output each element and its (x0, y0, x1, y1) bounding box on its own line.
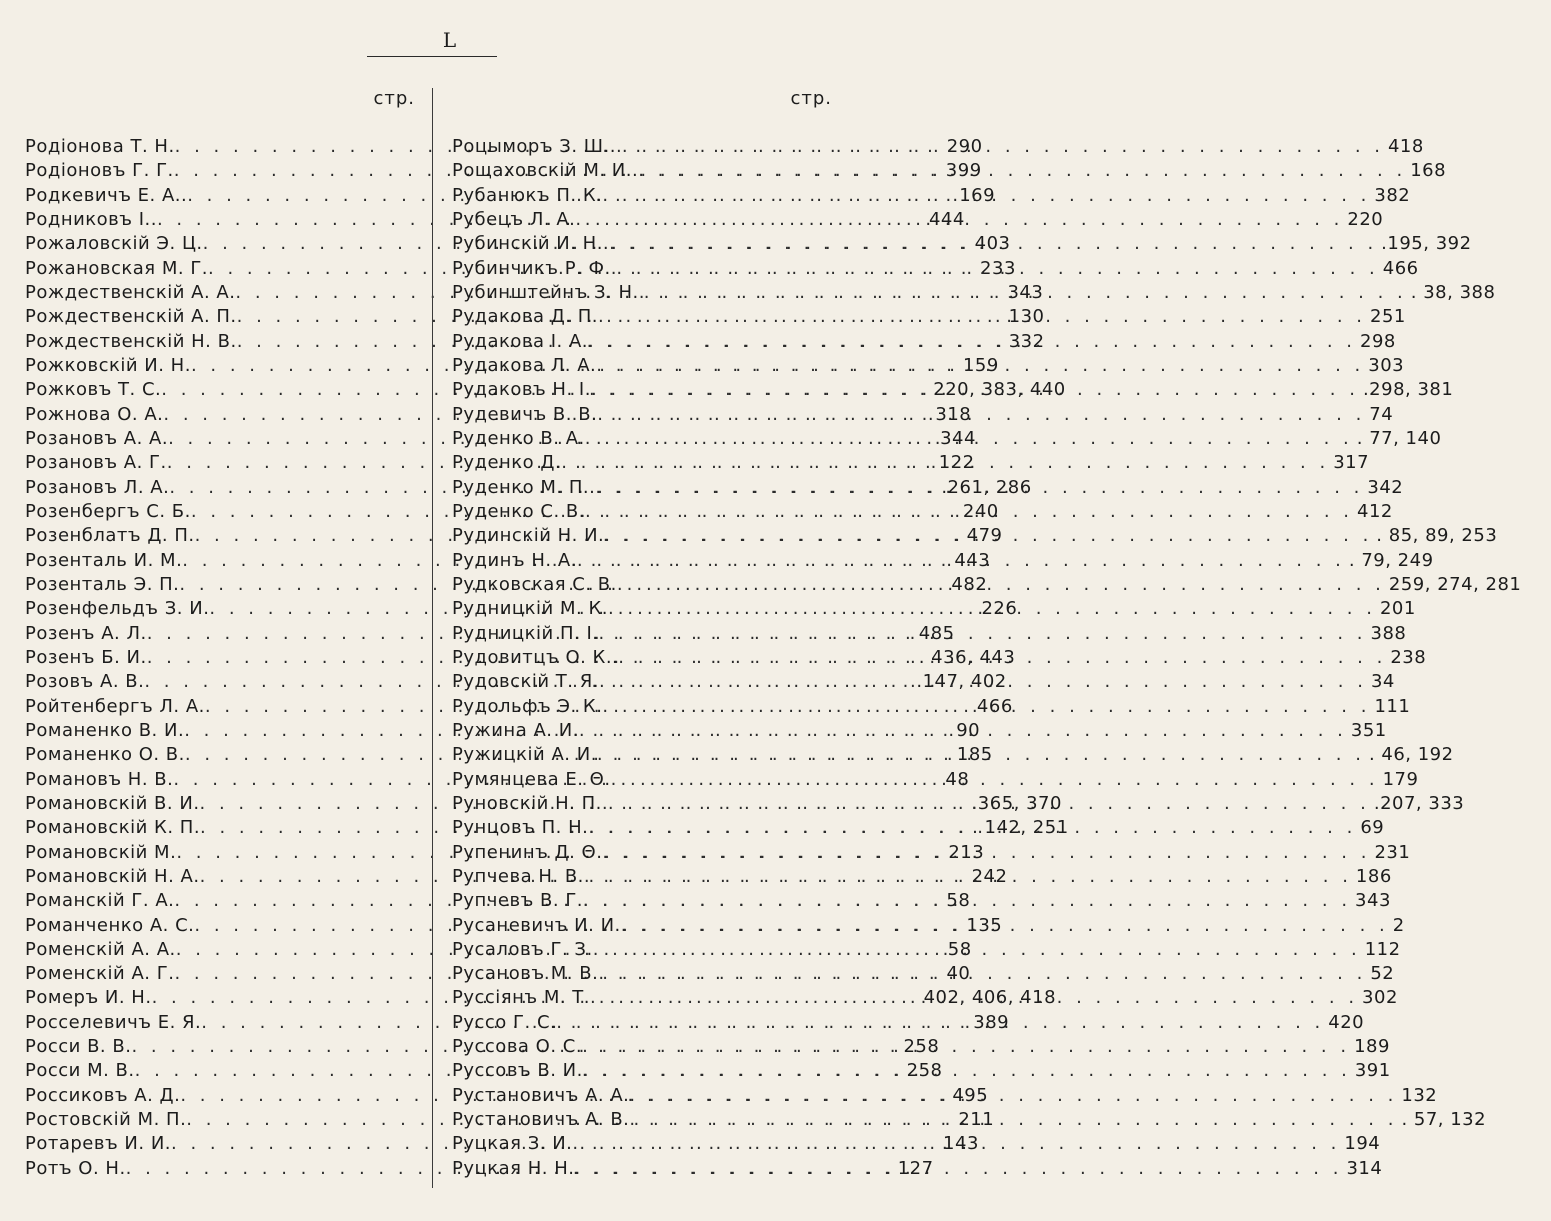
dot-leader (585, 427, 1353, 451)
entry-name: Ротъ О. Н. (25, 1157, 126, 1179)
entry-pages: . 79, 249 (1348, 549, 1434, 571)
entry-pages: 242 (971, 865, 1008, 887)
dot-leader (561, 451, 1329, 475)
entry-pages: 403 (974, 233, 1011, 255)
entry-name: Рудольфъ Э. К. (452, 695, 603, 717)
entry-pages: 189 (1354, 1036, 1390, 1058)
entry-pages: . 142, 251 (972, 817, 1069, 839)
dot-leader (602, 695, 1370, 719)
dot-leader (574, 1157, 1342, 1181)
dot-leader (585, 500, 1353, 524)
entry-pages: 52 (1370, 963, 1395, 985)
entry-name: Ружина А. И. (452, 719, 579, 741)
dot-leader (597, 743, 1365, 767)
entry-name: Рожановская М. Г. (25, 257, 209, 279)
entry-pages: 48 (945, 768, 970, 790)
entry-name: Розенблатъ Д. П. (25, 525, 195, 547)
entry-pages: 127 (897, 1157, 934, 1179)
entry-name: Розенталь И. М. (25, 549, 183, 571)
entry-name: Роцыморъ З. Ш.. (452, 136, 616, 157)
entry-pages: 343 (1007, 281, 1044, 303)
entry-pages: . 46, 192 (1368, 744, 1454, 766)
entry-pages: 444 (928, 208, 965, 230)
entry-name: Руденко М. П.. (452, 476, 596, 498)
dot-leader (575, 208, 1343, 232)
dot-leader (629, 1084, 1397, 1108)
dot-leader (583, 1059, 1351, 1083)
entry-pages: .195, 392 (1381, 233, 1472, 255)
entry-name: Рунцовъ П. Н. (452, 817, 589, 839)
dot-leader (618, 646, 1386, 670)
entry-pages: 479 (966, 525, 1003, 547)
dot-leader (611, 257, 1379, 281)
entry-name: Розенъ Б. И. (25, 646, 147, 668)
entry-pages: . 77, 140 (1356, 427, 1442, 449)
entry-pages: 111 (1374, 695, 1411, 717)
entry-name: Ротаревъ И. И. (25, 1133, 172, 1155)
dot-leader (591, 378, 1359, 402)
entry-name: Рожнова О. А. (25, 403, 164, 425)
entry-name: Романовскій Н. А. (25, 865, 200, 887)
entry-pages: 211 (958, 1109, 995, 1131)
entry-pages: 418 (1387, 136, 1424, 157)
dot-leader (598, 622, 1366, 646)
entry-name: Роменскій А. Г. (25, 963, 175, 985)
entry-pages: .261, 286 (941, 476, 1032, 498)
entry-pages: 290 (946, 136, 983, 157)
entry-name: Руссіянъ М. Т. (452, 987, 591, 1009)
entry-pages: 344 (940, 427, 976, 449)
entry-pages: .298, 381 (1362, 379, 1454, 401)
entry-name: Руцкая Н. Н. (452, 1157, 575, 1179)
entry-pages: 388 (1370, 622, 1407, 644)
entry-name: Росси М. В. (25, 1060, 135, 1082)
entry-name: Рубанюкъ П. К. (452, 184, 603, 206)
entry-name: Розановъ А. Г. (25, 452, 167, 474)
entry-pages: 201 (1379, 598, 1416, 620)
entry-name: Родкевичъ Е. А.. (25, 184, 188, 206)
column-header: стр. (373, 88, 415, 109)
entry-name: Родниковъ І.. (25, 208, 157, 230)
entry-pages: 259, 274, 281 (1388, 573, 1522, 595)
entry-name: Романенко О. В. (25, 744, 185, 766)
entry-pages: 238 (1390, 646, 1427, 668)
entry-pages: 389 (973, 1011, 1010, 1033)
entry-name: Рождественскій А. П. (25, 306, 237, 328)
entry-name: Рудовскій Т. Я. (452, 671, 599, 693)
entry-name: Розовъ А. В. (25, 671, 145, 693)
entry-name: Рубинскій И. Н.. (452, 233, 610, 255)
entry-name: Руденко Д. (452, 452, 562, 474)
entry-name: Руцкая З. И. (452, 1133, 573, 1155)
dot-leader (596, 354, 1364, 378)
entry-name: Ростовскій М. П. (25, 1109, 187, 1131)
entry-name: Рустановичъ А. А. (452, 1084, 630, 1106)
entry-pages: 485 (918, 622, 955, 644)
entry-pages: . 38, 388 (1410, 281, 1496, 303)
entry-pages: 351 (1350, 719, 1387, 741)
entry-pages: 466 (1382, 257, 1419, 279)
entry-name: Русановъ М. В. (452, 963, 599, 985)
entry-name: Руссо Г. С. (452, 1011, 557, 1033)
entry-name: Рупчева Н. В. (452, 865, 584, 887)
column-divider (432, 88, 433, 1188)
entry-pages: 314 (1346, 1157, 1383, 1179)
dot-leader (602, 792, 1370, 816)
entry-name: Росси В. В. (25, 1036, 132, 1058)
entry-pages: 303 (1368, 354, 1405, 376)
dot-leader (609, 232, 1377, 256)
header-rule (367, 56, 497, 57)
entry-pages: 58 (947, 938, 972, 960)
entry-pages: 130 (1008, 306, 1045, 328)
entry-pages: .365, 370 (971, 792, 1062, 814)
entry-pages: 342 (1367, 476, 1404, 498)
entry-name: Романенко В. И. (25, 719, 185, 741)
entry-pages: 382 (1374, 184, 1411, 206)
entry-pages: 258 (906, 1060, 943, 1082)
entry-name: Рупенинъ Д. Θ. (452, 841, 603, 863)
dot-leader (611, 768, 1379, 792)
entry-name: Розенталь Э. П. (25, 573, 180, 595)
dot-leader (616, 135, 1384, 159)
entry-pages: 412 (1357, 500, 1393, 522)
entry-name: Руденко С. В. (452, 500, 585, 522)
entry-pages: 122 (938, 452, 975, 474)
entry-name: Романовскій К. П. (25, 817, 201, 839)
entry-name: Росселевичъ Е. Я. (25, 1011, 202, 1033)
entry-name: Ройтенбергъ Л. А. (25, 695, 205, 717)
entry-pages: 298 (1360, 330, 1396, 352)
dot-leader (608, 597, 1376, 621)
entry-pages: 258 (903, 1036, 940, 1058)
entry-pages: 90 (956, 719, 981, 741)
entry-pages: 143 (943, 1133, 979, 1155)
entry-name: Рубецъ Л. А. (452, 208, 576, 230)
entry-pages: 332 (1008, 330, 1045, 352)
entry-name: Рудаковъ Н. І. (452, 379, 591, 401)
entry-pages: 132 (1401, 1084, 1438, 1106)
dot-leader (639, 281, 1407, 305)
dot-leader (638, 159, 1406, 183)
entry-pages: .147, 402 (916, 671, 1007, 693)
entry-name: Румянцева Е. Θ. (452, 768, 611, 790)
entry-pages: 402, 406, 418 (923, 987, 1057, 1009)
entry-name: Рощаховскій М. И.. (452, 160, 639, 182)
entry-name: Руновскій Н. П. (452, 792, 602, 814)
entry-name: Родіоновъ Г. Г. (25, 160, 174, 182)
dot-leader (602, 184, 1370, 208)
entry-name: Ромеръ И. Н. (25, 987, 152, 1009)
entry-pages: 194 (1344, 1133, 1381, 1155)
entry-name: Рудакова І. А. (452, 330, 589, 352)
entry-name: Русаневичъ И. И. (452, 914, 621, 936)
dot-leader (599, 670, 1367, 694)
entry-name: Руссова О. С. (452, 1036, 583, 1058)
dot-leader (590, 986, 1358, 1010)
dot-leader (604, 524, 1372, 548)
entry-name: Рудницкій М. К. (452, 598, 608, 620)
entry-name: Рубинштейнъ З. Н. (452, 281, 639, 303)
entry-pages: 233 (980, 257, 1016, 279)
entry-pages: 443 (954, 549, 991, 571)
dot-leader (595, 476, 1363, 500)
entry-name: Романченко А. С. (25, 914, 195, 936)
entry-name: Рубинчикъ Р. Ф. (452, 257, 611, 279)
entry-name: Рудинъ Н. А. (452, 549, 577, 571)
dot-leader (583, 889, 1351, 913)
page-number: L (442, 28, 458, 52)
entry-name: Романовскій М. (25, 841, 177, 863)
entry-pages: 135 (966, 914, 1003, 936)
entry-pages: 2 (1392, 914, 1405, 936)
entry-name: Романовскій В. И. (25, 792, 200, 814)
entry-name: Рудовитцъ О. К.. (452, 646, 619, 668)
entry-pages: 482 (951, 573, 988, 595)
dot-leader (584, 865, 1352, 889)
entry-name: Рудницкій П. І. (452, 622, 599, 644)
entry-name: Рожковскій И. Н. (25, 354, 191, 376)
entry-name: Розенфельдъ З. И. (25, 598, 210, 620)
entry-name: Рудинскій Н. И. (452, 525, 605, 547)
entry-pages: . 436, 443 (918, 646, 1016, 668)
column-header: стр. (790, 88, 832, 109)
entry-name: Рудакова Д. П. (452, 306, 598, 328)
entry-pages: . 57, 132 (1401, 1109, 1487, 1131)
entry-name: Ружицкій А. И. (452, 744, 597, 766)
entry-name: Розановъ Л. А. (25, 476, 170, 498)
entry-name: Рудакова Л. А. (452, 354, 597, 376)
entry-pages: 495 (952, 1084, 989, 1106)
entry-name: Розановъ А. А. (25, 427, 169, 449)
entry-name: Романовъ Н. В. (25, 768, 174, 790)
entry-name: Рождественскій А. А. (25, 281, 236, 303)
entry-name: Рустановичъ А. В. (452, 1109, 630, 1131)
entry-name: Россиковъ А. Д. (25, 1084, 181, 1106)
dot-leader (572, 1132, 1340, 1156)
entry-pages: 231 (1374, 841, 1411, 863)
dot-leader (598, 305, 1366, 329)
entry-pages: 466 (976, 695, 1013, 717)
dot-leader (588, 330, 1356, 354)
entry-pages: 112 (1364, 938, 1401, 960)
entry-pages: 213 (948, 841, 985, 863)
entry-name: Руссовъ В. И. (452, 1060, 583, 1082)
entry-pages: 343 (1355, 890, 1391, 912)
entry-name: Рожковъ Т. С. (25, 379, 162, 401)
entry-pages: 240 (962, 500, 999, 522)
entry-name: Романскій Г. А. (25, 890, 175, 912)
dot-leader (588, 816, 1356, 840)
entry-pages: 420 (1328, 1011, 1365, 1033)
entry-pages: 185 (956, 744, 993, 766)
entry-name: Розенбергъ С. Б. (25, 500, 191, 522)
entry-name: Руденко В. А. (452, 427, 585, 449)
entry-name: Роменскій А. А. (25, 938, 176, 960)
entry-pages: .207, 333 (1373, 792, 1465, 814)
entry-name: Розенъ А. Л. (25, 622, 147, 644)
entry-pages: 74 (1369, 403, 1394, 425)
dot-leader (579, 719, 1347, 743)
dot-leader (577, 549, 1345, 573)
entry-name: Рудевичъ В. В. (452, 403, 598, 425)
entry-pages: 169 (959, 184, 996, 206)
entry-pages: 34 (1370, 671, 1395, 693)
entry-pages: . 85, 89, 253 (1376, 525, 1498, 547)
entry-pages: 318 (935, 403, 972, 425)
entry-name: Русаловъ Г. З. (452, 938, 593, 960)
entry-pages: 317 (1333, 452, 1370, 474)
entry-pages: 302 (1362, 987, 1398, 1009)
dot-leader (629, 1108, 1397, 1132)
entry-pages: 220, 383, 440 (933, 379, 1066, 401)
entry-pages: 69 (1360, 817, 1385, 839)
entry-name: Рожаловскій Э. Ц. (25, 233, 203, 255)
entry-name: Рождественскій Н. В. (25, 330, 237, 352)
entry-pages: 159 (962, 354, 999, 376)
entry-pages: 220 (1347, 208, 1384, 230)
entry-pages: 179 (1382, 768, 1419, 790)
entry-name: Рупчевъ В. Г. (452, 890, 584, 912)
entry-name: Родіонова Т. Н. (25, 136, 175, 157)
entry-pages: 226 (981, 598, 1018, 620)
entry-pages: 168 (1410, 160, 1447, 182)
dot-leader (556, 1011, 1324, 1035)
entry-pages: 251 (1370, 306, 1406, 328)
entry-pages: 391 (1354, 1060, 1391, 1082)
dot-leader (597, 403, 1365, 427)
dot-leader (602, 841, 1370, 865)
dot-leader (598, 962, 1366, 986)
entry-pages: 399 (945, 160, 982, 182)
dot-leader (582, 1035, 1350, 1059)
entry-name: Рудковская С. В. (452, 573, 617, 595)
dot-leader (617, 573, 1385, 597)
entry-pages: 186 (1355, 865, 1392, 887)
dot-leader (621, 914, 1389, 938)
entry-pages: 58 (946, 890, 971, 912)
dot-leader (593, 938, 1361, 962)
entry-pages: 40 (946, 963, 971, 985)
